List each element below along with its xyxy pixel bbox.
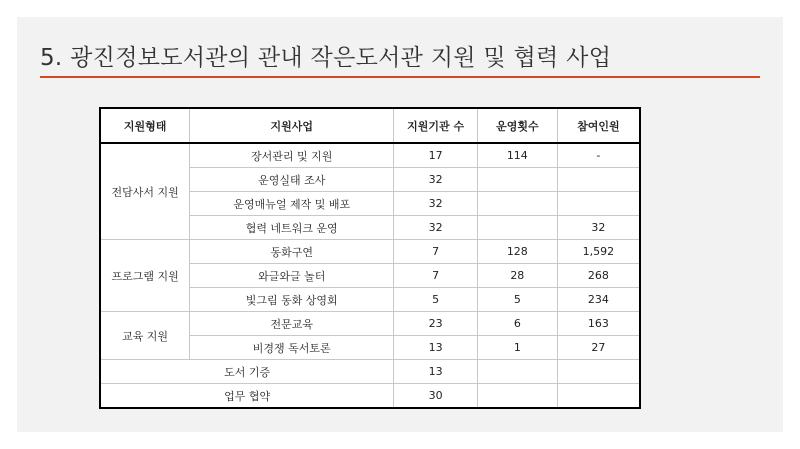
people-cell [557,384,640,409]
program-cell: 장서관리 및 지원 [190,143,394,168]
table-row [100,360,640,384]
program-cell: 빛그림 동화 상영회 [190,288,394,312]
group-cell: 전담사서 지원 [100,143,190,240]
program-cell: 와글와글 놀터 [190,264,394,288]
program-cell: 업무 협약 [100,384,394,409]
people-cell: 268 [557,264,640,288]
agency-cell: 13 [394,360,478,384]
count-cell [477,360,557,384]
people-cell: 27 [557,336,640,360]
people-cell: 234 [557,288,640,312]
table-header-row [100,108,640,143]
slide [17,17,783,432]
program-cell: 비경쟁 독서토론 [190,336,394,360]
agency-cell: 32 [394,168,478,192]
count-cell: 1 [477,336,557,360]
program-cell: 동화구연 [190,240,394,264]
table-row [100,312,640,336]
program-cell: 협력 네트워크 운영 [190,216,394,240]
people-cell: - [557,143,640,168]
people-cell: 32 [557,216,640,240]
program-cell: 도서 기증 [100,360,394,384]
program-cell: 운영실태 조사 [190,168,394,192]
agency-cell: 13 [394,336,478,360]
count-cell: 128 [477,240,557,264]
group-cell: 교육 지원 [100,312,190,360]
header-agency-count: 지원기관 수 [394,108,478,143]
people-cell: 163 [557,312,640,336]
count-cell: 114 [477,143,557,168]
agency-cell: 17 [394,143,478,168]
count-cell: 6 [477,312,557,336]
count-cell [477,384,557,409]
agency-cell: 7 [394,264,478,288]
people-cell [557,192,640,216]
people-cell [557,360,640,384]
group-cell: 프로그램 지원 [100,240,190,312]
agency-cell: 32 [394,192,478,216]
count-cell [477,192,557,216]
header-support-program: 지원사업 [190,108,394,143]
header-operation-count: 운영횟수 [477,108,557,143]
agency-cell: 7 [394,240,478,264]
page-title: 5. 광진정보도서관의 관내 작은도서관 지원 및 협력 사업 [40,45,612,71]
header-participants: 참여인원 [557,108,640,143]
count-cell: 5 [477,288,557,312]
support-table [99,107,641,409]
count-cell [477,216,557,240]
title-underline [40,76,760,78]
count-cell [477,168,557,192]
people-cell [557,168,640,192]
table-row [100,384,640,409]
program-cell: 전문교육 [190,312,394,336]
table-row [100,143,640,168]
table-row [100,240,640,264]
people-cell: 1,592 [557,240,640,264]
program-cell: 운영매뉴얼 제작 및 배포 [190,192,394,216]
count-cell: 28 [477,264,557,288]
agency-cell: 23 [394,312,478,336]
agency-cell: 30 [394,384,478,409]
agency-cell: 32 [394,216,478,240]
agency-cell: 5 [394,288,478,312]
header-support-type: 지원형태 [100,108,190,143]
